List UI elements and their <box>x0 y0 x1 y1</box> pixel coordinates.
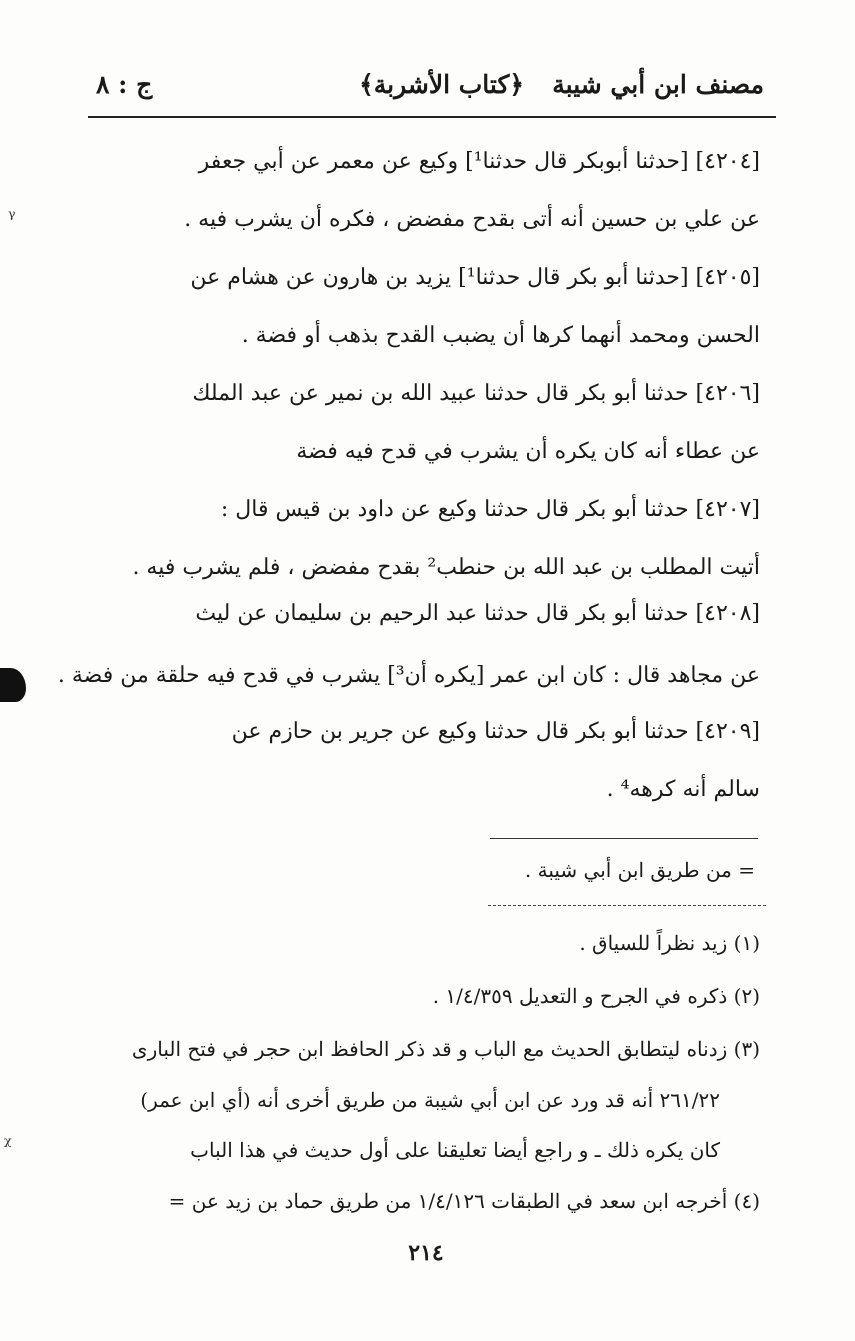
footnote-3-cont: كان يكره ذلك ـ و راجع أيضا تعليقنا على أول حديث في هذا الباب <box>190 1138 720 1162</box>
footnote-divider <box>488 905 766 906</box>
body-line: عن علي بن حسين أنه أتى بقدح مفضض ، فكره أن يشرب فيه . <box>184 207 760 232</box>
body-line: أتيت المطلب بن عبد الله بن حنطب² بقدح مفضض ، فلم يشرب فيه . <box>132 555 760 580</box>
volume-label: ج : ٨ <box>96 70 153 99</box>
footnote-3-cont: ٢٦١/٢٢ أنه قد ورد عن ابن أبي شيبة من طريق أخرى أنه (أي ابن عمر) <box>140 1088 720 1112</box>
body-line: [٤٢٠٩] حدثنا أبو بكر قال حدثنا وكيع عن جرير بن حازم عن <box>231 719 760 744</box>
book-title: مصنف ابن أبي شيبة <box>552 70 764 99</box>
body-line: عن عطاء أنه كان يكره أن يشرب في قدح فيه فضة <box>296 439 760 464</box>
body-line: [٤٢٠٤] [حدثنا أبوبكر قال حدثنا¹] وكيع عن معمر عن أبي جعفر <box>198 149 760 174</box>
margin-blot <box>0 668 26 702</box>
footnote-2: (٢) ذكره في الجرح و التعديل ١/٤/٣٥٩ . <box>432 984 760 1008</box>
footnote-1: (١) زيد نظراً للسياق . <box>579 931 760 955</box>
body-line: [٤٢٠٥] [حدثنا أبو بكر قال حدثنا¹] يزيد بن هارون عن هشام عن <box>190 265 760 290</box>
footnote-separator <box>490 838 758 839</box>
footnote-4: (٤) أخرجه ابن سعد في الطبقات ١/٤/١٢٦ من طريق حماد بن زيد عن = <box>168 1189 760 1213</box>
chapter-title: ﴿كتاب الأشربة﴾ <box>359 70 524 99</box>
body-line: عن مجاهد قال : كان ابن عمر [يكره أن³] يشرب في قدح فيه حلقة من فضة . <box>57 663 760 688</box>
body-line: الحسن ومحمد أنهما كرها أن يضبب القدح بذهب أو فضة . <box>241 323 760 348</box>
header-rule <box>88 116 776 118</box>
body-line: سالم أنه كرهه⁴ . <box>606 777 760 802</box>
footnote-3: (٣) زدناه ليتطابق الحديث مع الباب و قد ذكر الحافظ ابن حجر في فتح البارى <box>131 1037 760 1061</box>
running-header <box>88 62 764 114</box>
continuation-note: = من طريق ابن أبي شيبة . <box>524 858 755 882</box>
body-line: [٤٢٠٧] حدثنا أبو بكر قال حدثنا وكيع عن داود بن قيس قال : <box>220 497 760 522</box>
margin-mark: ᵡ <box>4 1132 12 1156</box>
page-number: ٢١٤ <box>408 1240 444 1266</box>
margin-mark: ᵞ <box>8 205 16 229</box>
body-line: [٤٢٠٦] حدثنا أبو بكر قال حدثنا عبيد الله بن نمير عن عبد الملك <box>192 381 760 406</box>
body-line: [٤٢٠٨] حدثنا أبو بكر قال حدثنا عبد الرحيم بن سليمان عن ليث <box>195 601 760 626</box>
